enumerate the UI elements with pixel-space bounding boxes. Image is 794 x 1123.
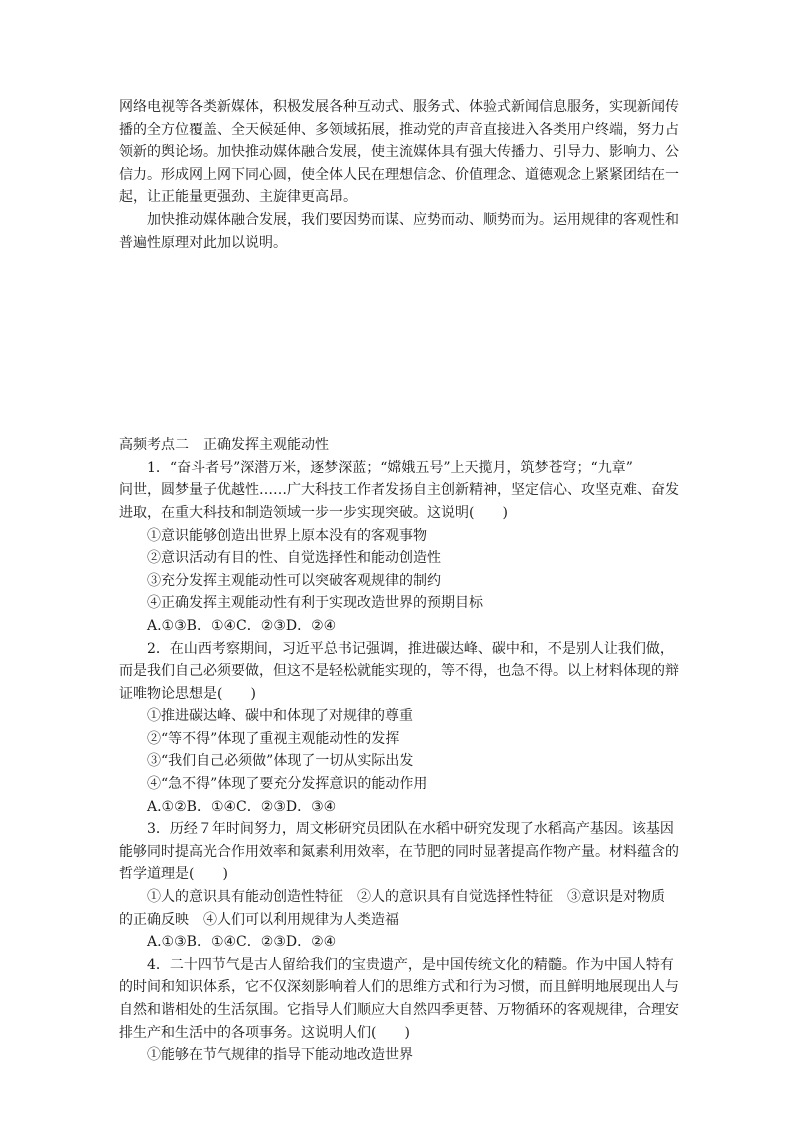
- option-item: ④“急不得”体现了要充分发挥意识的能动作用: [147, 776, 428, 793]
- option-item: ③充分发挥主观能动性可以突破客观规律的制约: [147, 572, 441, 589]
- option-item: ①能够在节气规律的指导下能动地改造世界: [147, 1047, 413, 1064]
- option-item: ①人的意识具有能动创造性特征 ②人的意识具有自觉选择性特征 ③意识是对物质: [147, 889, 665, 906]
- section-title: 高频考点二 正确发挥主观能动性: [119, 437, 329, 454]
- option-item: ④正确发挥主观能动性有利于实现改造世界的预期目标: [147, 595, 483, 612]
- question-stem: 哲学道理是( ): [119, 866, 228, 883]
- option-item: ③“我们自己必须做”体现了一切从实际出发: [147, 753, 414, 770]
- answer-space: [119, 254, 679, 434]
- question-prompt-cont: 普遍性原理对此加以说明。: [119, 234, 287, 251]
- question-stem: 证唯物论思想是( ): [119, 685, 256, 702]
- text-line: 领新的舆论场。加快推动媒体融合发展，使主流媒体具有强大传播力、引导力、影响力、公: [119, 144, 679, 161]
- text-line: 信力。形成网上网下同心圆，使全体人民在理想信念、价值理念、道德观念上紧紧团结在一: [119, 166, 679, 183]
- option-item: ②意识活动有目的性、自觉选择性和能动创造性: [147, 550, 441, 567]
- option-item: ②“等不得”体现了重视主观能动性的发挥: [147, 730, 400, 747]
- option-item: ①意识能够创造出世界上原本没有的客观事物: [147, 527, 427, 544]
- question-stem: 排生产和生活中的各项事务。这说明人们( ): [119, 1024, 410, 1041]
- question-stem: 3．历经７年时间努力，周文彬研究员团队在水稻中研究发现了水稻高产基因。该基因: [147, 821, 674, 838]
- question-stem: 而是我们自己必须要做，但这不是轻松就能实现的，等不得，也急不得。以上材料体现的辩: [119, 663, 679, 680]
- answer-choices: A.①③B．①④C．②③D．②④: [147, 617, 337, 634]
- text-line: 起，让正能量更强劲、主旋律更高昂。: [119, 189, 357, 206]
- question-stem: 能够同时提高光合作用效率和氮素利用效率，在节肥的同时显著提高作物产量。材料蕴含的: [119, 843, 679, 860]
- text-line: 播的全方位覆盖、全天候延伸、多领域拓展，推动党的声音直接进入各类用户终端，努力占: [119, 121, 679, 138]
- question-stem: 问世，圆梦量子优越性……广大科技工作者发扬自主创新精神，坚定信心、攻坚克难、奋发: [119, 482, 679, 499]
- question-prompt: 加快推动媒体融合发展，我们要因势而谋、应势而动、顺势而为。运用规律的客观性和: [147, 211, 679, 228]
- question-4: [119, 954, 679, 1067]
- question-1: [119, 457, 679, 638]
- document-page: [119, 96, 679, 1067]
- question-stem: 的时间和知识体系，它不仅深刻影响着人们的思维方式和行为习惯，而且鲜明地展现出人与: [119, 979, 679, 996]
- answer-choices: A.①③B．①④C．②③D．②④: [147, 934, 337, 951]
- question-stem: 2．在山西考察期间，习近平总书记强调，推进碳达峰、碳中和，不是别人让我们做，: [147, 640, 674, 657]
- question-2: [119, 638, 679, 819]
- answer-choices: A.①②B．①④C．②③D．③④: [147, 798, 337, 815]
- question-stem: 自然和谐相处的生活氛围。它指导人们顺应大自然四季更替、万物循环的客观规律，合理安: [119, 1002, 679, 1018]
- question-3: [119, 818, 679, 954]
- intro-paragraph: [119, 96, 679, 254]
- question-stem: 1．“奋斗者号”深潜万米，逐梦深蓝；“嫦娥五号”上天揽月，筑梦苍穹；“九章”: [147, 459, 633, 476]
- question-stem: 进取，在重大科技和制造领域一步一步实现突破。这说明( ): [119, 504, 508, 521]
- text-line: 网络电视等各类新媒体，积极发展各种互动式、服务式、体验式新闻信息服务，实现新闻传: [119, 99, 679, 115]
- option-item: ①推进碳达峰、碳中和体现了对规律的尊重: [147, 708, 413, 725]
- option-item: 的正确反映 ④人们可以利用规律为人类造福: [119, 911, 399, 928]
- question-stem: 4．二十四节气是古人留给我们的宝贵遗产，是中国传统文化的精髓。作为中国人特有: [147, 956, 674, 973]
